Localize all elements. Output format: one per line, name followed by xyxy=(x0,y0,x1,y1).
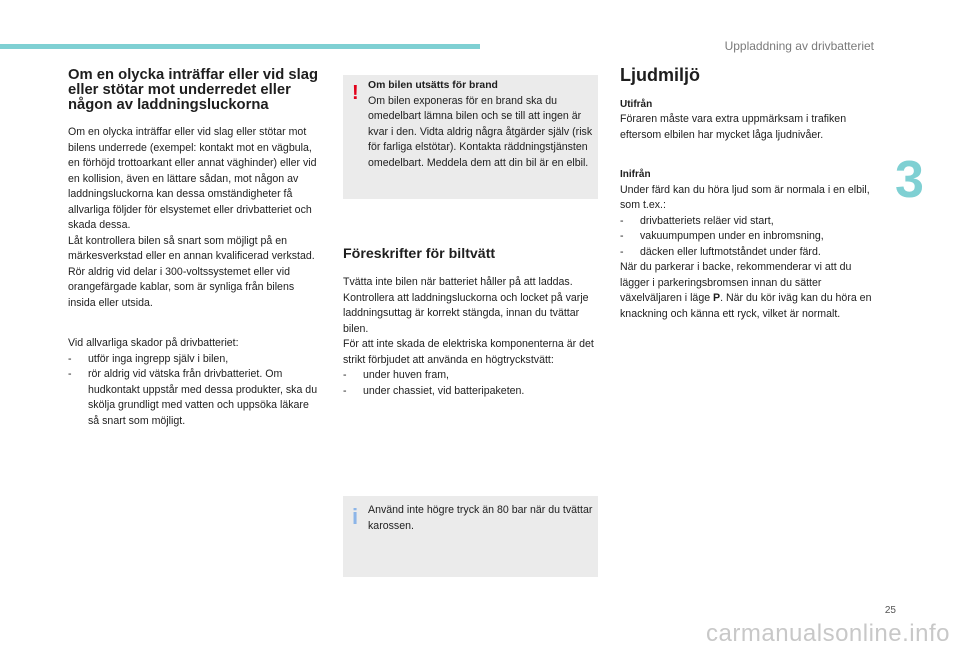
fire-warning-text: Om bilen exponeras för en brand ska du omedelbart lämna bilen och se till att ingen är kvar i den. Vidta aldrig några åtgärder själv (risk för farliga elstötar). Kontakta räddningstjänsten omedelbart. Meddela dem att din bil är en elbil. xyxy=(368,94,593,169)
biltvatt-para-2: Kontrollera att laddningsluckorna och locket på varje laddningsuttag är korrekt stängda, innan du tvättar bilen. xyxy=(343,291,589,335)
biltvatt-body xyxy=(343,275,601,399)
list-item: - under huven fram, xyxy=(343,368,601,384)
list-item: - under chassiet, vid batteripaketen. xyxy=(343,384,601,400)
list-item: - utför inga ingrepp själv i bilen, xyxy=(68,352,322,368)
list-item: - rör aldrig vid vätska från drivbatteriet. Om hudkontakt uppstår med dessa produkter, ska du skölja grundligt med vatten och uppsöka läkare så snart som möjligt. xyxy=(68,367,322,429)
header-accent-bar xyxy=(0,44,480,49)
inside-intro: Under färd kan du höra ljud som är normala i en elbil, som t.ex.: xyxy=(620,183,870,211)
accident-list xyxy=(68,352,322,430)
accident-para-4: Vid allvarliga skador på drivbatteriet: xyxy=(68,337,239,349)
list-item: - drivbatteriets reläer vid start, xyxy=(620,214,875,230)
hill-parking-text: När du parkerar i backe, rekommenderar vi att du lägger i parkeringsbromsen innan du sätter växelväljaren i läge P. När du kör iväg kan du höra en knackning och känna ett ryck, vilket är normalt. xyxy=(620,261,872,320)
info-note-text: Använd inte högre tryck än 80 bar när du tvättar karossen. xyxy=(368,504,593,532)
accident-para-1: Om en olycka inträffar eller vid slag eller stötar mot bilens underrede (exempel: kontakt mot en vägbula, en förhöjd trottoarkant eller annat väghinder) eller vid en kollision, även en lättare sådan, mot någon av laddningsluckorna kan dessa omständigheter få allvarliga följder för elsystemet eller drivbatteriet och skada dessa. xyxy=(68,126,317,231)
section-title: Uppladdning av drivbatteriet xyxy=(724,39,874,53)
accident-para-3: Rör aldrig vid delar i 300-voltssystemet eller vid orangefärgade kablar, som är synliga från bilens insida eller utsida. xyxy=(68,265,295,309)
accident-column xyxy=(68,68,322,429)
ljud-column xyxy=(620,65,875,322)
biltvatt-para-1: Tvätta inte bilen när batteriet håller på att laddas. xyxy=(343,276,573,288)
accident-heading: Om en olycka inträffar eller vid slag eller stötar mot underredet eller någon av laddningsluckorna xyxy=(68,67,319,113)
exclamation-icon: ! xyxy=(352,82,359,104)
outside-text: Föraren måste vara extra uppmärksam i trafiken eftersom elbilen har mycket låga ljudnivåer. xyxy=(620,113,847,141)
outside-title: Utifrån xyxy=(620,98,653,110)
biltvatt-list xyxy=(343,368,601,399)
gear-position: P xyxy=(713,292,721,304)
fire-warning-box xyxy=(343,75,598,199)
ljud-heading: Ljudmiljö xyxy=(620,65,700,85)
biltvatt-heading: Föreskrifter för biltvätt xyxy=(343,246,496,262)
noise-list xyxy=(620,214,875,261)
chapter-number: 3 xyxy=(895,151,924,209)
accident-para-2: Låt kontrollera bilen så snart som möjligt på en märkesverkstad eller en annan kvalificerad verkstad. xyxy=(68,234,315,262)
watermark: carmanualsonline.info xyxy=(706,620,950,647)
list-item: - vakuumpumpen under en inbromsning, xyxy=(620,229,875,245)
list-item: - däcken eller luftmotståndet under färd. xyxy=(620,245,875,261)
biltvatt-para-3: För att inte skada de elektriska komponenterna är det strikt förbjudet att använda en högtryckstvätt: xyxy=(343,338,594,366)
info-note-box xyxy=(343,496,598,577)
inside-title: Inifrån xyxy=(620,169,651,180)
fire-warning-title: Om bilen utsätts för brand xyxy=(368,80,498,91)
page-number: 25 xyxy=(884,605,896,616)
info-icon: i xyxy=(352,504,359,529)
